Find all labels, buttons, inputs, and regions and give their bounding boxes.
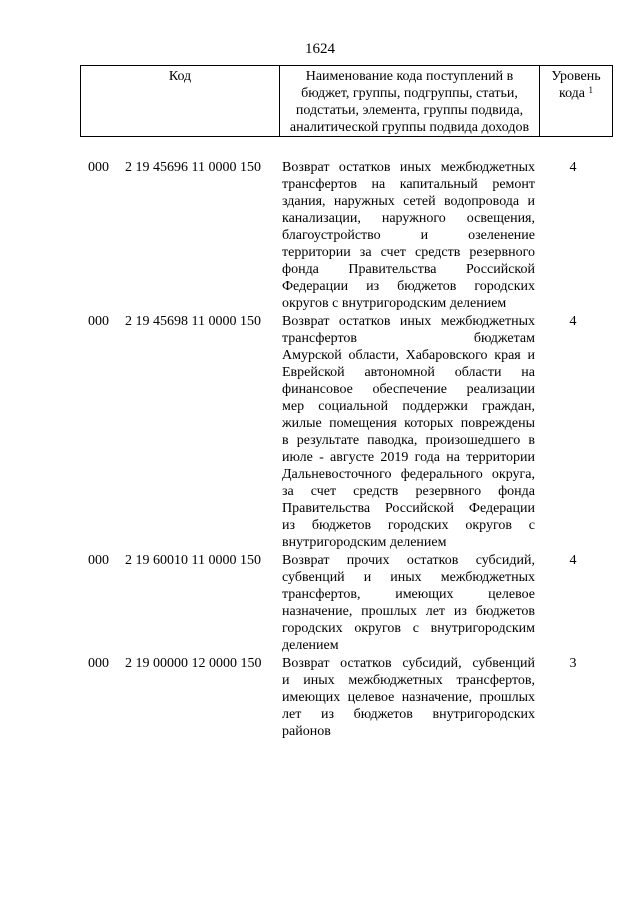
- revenue-name-line: городских округов с внутригородским: [282, 621, 535, 636]
- code-level: 4: [569, 314, 577, 329]
- footnote-marker: 1: [588, 85, 594, 95]
- admin-code: 000: [88, 314, 109, 329]
- page-number: 1624: [305, 41, 335, 57]
- revenue-name-line: Возврат прочих остатков субсидий,: [282, 553, 535, 568]
- revenue-code: 2 19 45696 11 0000 150: [125, 160, 261, 175]
- revenue-name-line: делением: [282, 638, 339, 653]
- revenue-name-line: июле - августе 2019 года на территории: [282, 450, 535, 465]
- header-level-line: Уровень: [551, 69, 601, 84]
- revenue-code: 2 19 45698 11 0000 150: [125, 314, 261, 329]
- revenue-name-line: территории за счет средств резервного: [282, 245, 535, 260]
- revenue-name-line: Возврат остатков иных межбюджетных: [282, 314, 535, 329]
- code-level: 4: [569, 553, 577, 568]
- revenue-name-line: внутригородским делением: [282, 535, 447, 550]
- revenue-code: 2 19 60010 11 0000 150: [125, 553, 261, 568]
- revenue-name-line: мер социальной поддержки граждан,: [282, 399, 535, 414]
- revenue-name-line: Возврат остатков субсидий, субвенций: [282, 656, 535, 671]
- revenue-name: [282, 552, 535, 654]
- admin-code: 000: [88, 656, 109, 671]
- revenue-name-line: Дальневосточного федерального округа,: [282, 467, 535, 482]
- revenue-name-line: жилые помещения которых повреждены: [282, 416, 535, 431]
- revenue-name-line: фонда Правительства Российской: [282, 262, 535, 277]
- revenue-code: 2 19 00000 12 0000 150: [125, 656, 262, 671]
- header-level-label: кода: [558, 86, 586, 101]
- revenue-name-line: благоустройство и озеленение: [282, 228, 535, 243]
- table-header: [80, 65, 613, 137]
- code-level: 3: [569, 656, 577, 671]
- header-name: [280, 66, 540, 136]
- revenue-name-line: округов с внутригородским делением: [282, 296, 507, 311]
- revenue-name-line: финансовое обеспечение реализации: [282, 382, 535, 397]
- revenue-name-line: Еврейской автономной области на: [282, 365, 535, 380]
- revenue-name-line: назначение, прошлых лет из бюджетов: [282, 604, 535, 619]
- revenue-name-line: за счет средств резервного фонда: [282, 484, 535, 499]
- revenue-name-line: Возврат остатков иных межбюджетных: [282, 160, 535, 175]
- revenue-name-line: лет из бюджетов внутригородских: [282, 707, 535, 722]
- revenue-name: [282, 655, 535, 740]
- admin-code: 000: [88, 553, 109, 568]
- header-level-line-2: [540, 85, 612, 102]
- revenue-name-line: Федерации из бюджетов городских: [282, 279, 535, 294]
- code-level: 4: [569, 160, 577, 175]
- header-level: [540, 66, 612, 136]
- revenue-name-line: трансфертов на капитальный ремонт: [282, 177, 535, 192]
- revenue-name-line: и иных межбюджетных трансфертов,: [282, 673, 535, 688]
- header-kod: [81, 66, 280, 136]
- revenue-name-line: здания, наружных сетей водопровода и: [282, 194, 535, 209]
- revenue-name: [282, 159, 535, 312]
- revenue-name-line: трансфертов бюджетам: [282, 331, 535, 346]
- revenue-name-line: Правительства Российской Федерации: [282, 501, 535, 516]
- revenue-name-line: в результате паводка, произошедшего в: [282, 433, 535, 448]
- revenue-name-line: Амурской области, Хабаровского края и: [282, 348, 535, 363]
- header-name-line: бюджет, группы, подгруппы, статьи,: [301, 86, 518, 101]
- header-name-line: подстатьи, элемента, группы подвида,: [295, 103, 524, 118]
- revenue-name-line: из бюджетов городских округов с: [282, 518, 535, 533]
- revenue-name-line: имеющих целевое назначение, прошлых: [282, 690, 535, 705]
- revenue-name: [282, 313, 535, 551]
- revenue-name-line: районов: [282, 724, 331, 739]
- revenue-name-line: трансфертов, имеющих целевое: [282, 587, 535, 602]
- revenue-name-line: субвенций и иных межбюджетных: [282, 570, 535, 585]
- header-name-line: аналитической группы подвида доходов: [289, 120, 530, 135]
- header-name-line: Наименование кода поступлений в: [305, 69, 514, 84]
- admin-code: 000: [88, 160, 109, 175]
- revenue-name-line: канализации, наружного освещения,: [282, 211, 535, 226]
- header-kod-label: Код: [168, 69, 192, 84]
